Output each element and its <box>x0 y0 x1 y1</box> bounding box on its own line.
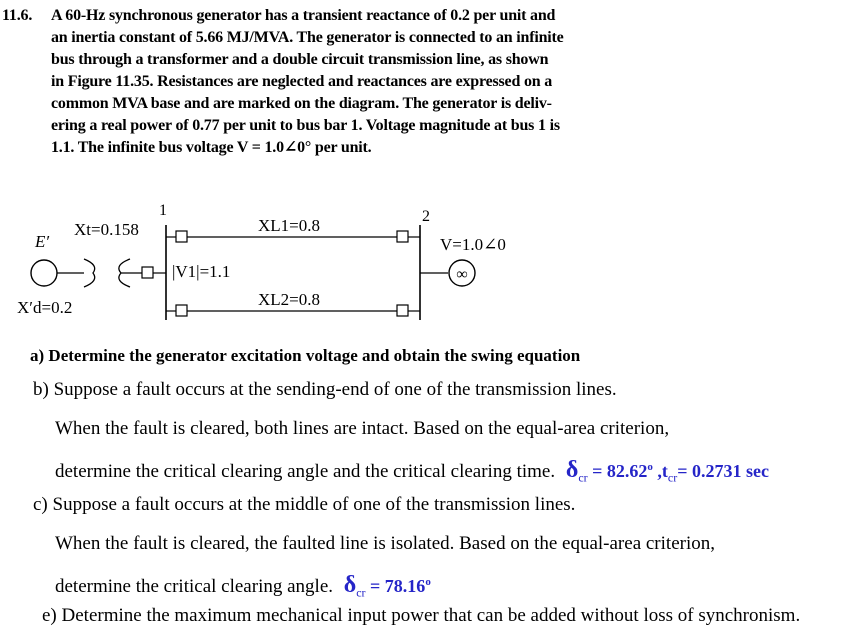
generator-symbol <box>31 260 57 286</box>
delta-symbol: δ <box>343 572 357 598</box>
infinite-bus-voltage-label: V=1.0∠0 <box>440 235 506 254</box>
bus2-number: 2 <box>422 208 430 225</box>
t-label: ,t <box>657 461 668 481</box>
bus1-number: 1 <box>159 202 167 219</box>
problem-line: in Figure 11.35. Resistances are neglected and reactances are expressed on a <box>51 73 553 90</box>
degree-mark: o <box>647 461 653 473</box>
breaker-line2-send <box>176 305 187 316</box>
problem-line: A 60-Hz synchronous generator has a transient reactance of 0.2 per unit and <box>51 7 556 24</box>
problem-line: an inertia constant of 5.66 MJ/MVA. The generator is connected to an infinite <box>51 29 564 46</box>
question-a: a) Determine the generator excitation voltage and obtain the swing equation <box>30 346 581 365</box>
bus1-voltage-label: |V1|=1.1 <box>172 262 231 281</box>
degree-mark: o <box>425 576 431 588</box>
question-b-text: determine the critical clearing angle and the critical clearing time. <box>55 461 556 482</box>
line2-label: XL2=0.8 <box>258 290 320 309</box>
breaker-line1-send <box>176 231 187 242</box>
emf-label: E′ <box>35 232 50 251</box>
line1-label: XL1=0.8 <box>258 216 320 235</box>
critical-angle-c: = 78.16 <box>370 576 426 596</box>
one-line-diagram <box>0 195 560 335</box>
infinite-symbol: ∞ <box>456 266 468 283</box>
delta-subscript: cr <box>578 470 588 485</box>
problem-line: ering a real power of 0.77 per unit to bus bar 1. Voltage magnitude at bus 1 is <box>51 117 560 134</box>
problem-line: common MVA base and are marked on the diagram. The generator is deliv- <box>51 95 552 112</box>
delta-symbol: δ <box>565 457 579 483</box>
transformer-label: Xt=0.158 <box>74 220 139 239</box>
critical-angle-b: = 82.62 <box>592 461 648 481</box>
problem-line: bus through a transformer and a double circuit transmission line, as shown <box>51 51 549 68</box>
question-b-line1: b) Suppose a fault occurs at the sending-end of one of the transmission lines. <box>33 379 617 400</box>
question-b-line2: When the fault is cleared, both lines are intact. Based on the equal-area criterion, <box>55 418 670 439</box>
question-c-line1: c) Suppose a fault occurs at the middle of one of the transmission lines. <box>33 494 576 515</box>
transformer-symbol <box>84 259 95 287</box>
question-c-line3 <box>55 571 431 604</box>
answer-c <box>343 572 431 600</box>
delta-subscript: cr <box>356 585 366 600</box>
t-subscript: cr <box>667 470 678 485</box>
problem-line: 1.1. The infinite bus voltage V = 1.0∠0° per unit. <box>51 139 372 156</box>
question-c-line2: When the fault is cleared, the faulted line is isolated. Based on the equal-area criterion, <box>55 533 715 554</box>
question-e: e) Determine the maximum mechanical input power that can be added without loss of synchronism. <box>42 605 801 626</box>
problem-number: 11.6. <box>2 7 33 24</box>
question-c-text: determine the critical clearing angle. <box>55 576 333 597</box>
question-b-line3 <box>55 456 769 489</box>
breaker-line1-recv <box>397 231 408 242</box>
answer-b <box>565 457 769 485</box>
generator-label: X′d=0.2 <box>17 298 73 317</box>
breaker-line2-recv <box>397 305 408 316</box>
breaker-bus1-gen <box>142 267 153 278</box>
critical-time-b: = 0.2731 sec <box>677 461 769 481</box>
